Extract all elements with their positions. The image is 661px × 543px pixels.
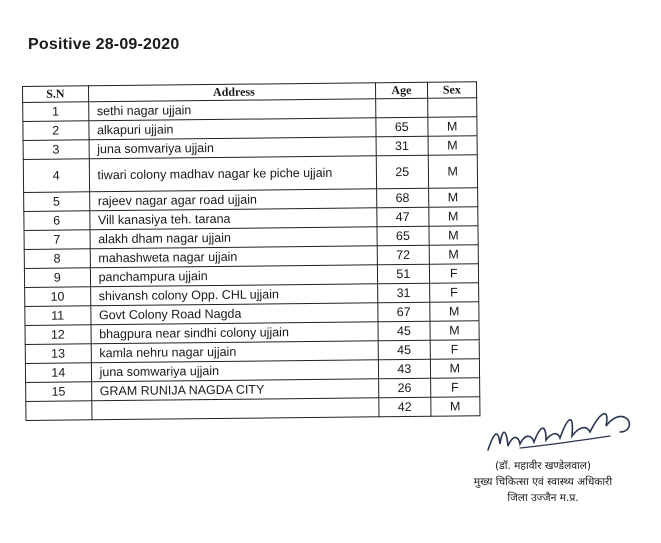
row-sn: 5: [24, 192, 90, 212]
row-address: alkapuri ujjain: [88, 118, 376, 140]
row-sn: 15: [26, 382, 92, 402]
row-sn: 13: [25, 344, 91, 364]
row-sex: M: [430, 321, 480, 341]
patient-table: [22, 81, 480, 421]
row-address: juna somwariya ujjain: [91, 360, 379, 382]
row-address: GRAM RUNIJA NAGDA CITY: [91, 379, 379, 401]
header-address: Address: [88, 83, 376, 102]
row-address: [89, 156, 377, 192]
row-sn: 7: [24, 230, 90, 250]
row-sex: F: [429, 264, 479, 284]
row-address: kamla nehru nagar ujjain: [91, 341, 379, 363]
row-sn: 9: [24, 268, 90, 288]
row-age: 43: [378, 359, 430, 379]
row-address: shivansh colony Opp. CHL ujjain: [90, 284, 378, 306]
row-sn: 11: [25, 306, 91, 326]
row-sn: [26, 401, 92, 421]
row-age: 42: [379, 397, 431, 417]
table-row: [23, 155, 477, 193]
row-sex: M: [429, 245, 479, 265]
row-age: 26: [379, 378, 431, 398]
header-sex: Sex: [427, 82, 477, 99]
row-sn: 6: [24, 211, 90, 231]
row-sex: [427, 98, 477, 118]
row-sex: M: [428, 188, 478, 208]
row-age: 67: [378, 302, 430, 322]
row-sex: M: [428, 207, 478, 227]
row-age: 65: [377, 226, 429, 246]
row-age: 25: [376, 155, 428, 189]
row-sn: 1: [23, 102, 89, 122]
handwritten-signature: [460, 392, 650, 467]
row-age: 51: [377, 264, 429, 284]
row-age: 68: [377, 188, 429, 208]
row-sex: M: [429, 226, 479, 246]
row-sex: F: [430, 340, 480, 360]
row-age: 72: [377, 245, 429, 265]
row-sex: M: [427, 117, 477, 137]
header-age: Age: [376, 82, 428, 99]
row-address: panchampura ujjain: [90, 265, 378, 287]
row-sex: M: [429, 302, 479, 322]
signatory-name: (डॉ. महावीर खण्डेलवाल): [495, 460, 591, 472]
row-address: Govt Colony Road Nagda: [90, 303, 378, 325]
row-age: 45: [378, 340, 430, 360]
row-sn: 12: [25, 325, 91, 345]
header-sn: S.N: [23, 86, 89, 103]
row-address: Vill kanasiya teh. tarana: [89, 208, 377, 230]
row-address: alakh dham nagar ujjain: [90, 227, 378, 249]
row-sex: M: [430, 397, 480, 417]
row-age: [376, 98, 428, 118]
row-sex: F: [429, 283, 479, 303]
row-address-text: tiwari colony madhav nagar ke piche ujjain: [97, 165, 333, 183]
page-title: Positive 28-09-2020: [28, 36, 180, 53]
row-sex: M: [430, 359, 480, 379]
row-sn: 2: [23, 121, 89, 141]
patient-list-sheet: [22, 81, 480, 421]
row-address: sethi nagar ujjain: [88, 99, 376, 121]
row-sn: 3: [23, 140, 89, 160]
row-sn: 4: [23, 159, 89, 193]
row-address: mahashweta nagar ujjain: [90, 246, 378, 268]
row-address: [91, 398, 379, 420]
row-sex: M: [428, 136, 478, 156]
row-age: 31: [376, 136, 428, 156]
row-age: 65: [376, 117, 428, 137]
row-sex: M: [428, 155, 478, 189]
row-sex: F: [430, 378, 480, 398]
row-address: rajeev nagar agar road ujjain: [89, 189, 377, 211]
row-sn: 14: [25, 363, 91, 383]
row-age: 47: [377, 207, 429, 227]
row-sn: 8: [24, 249, 90, 269]
signature-block: [443, 458, 643, 506]
signatory-location: जिला उज्जैन म.प्र.: [507, 492, 579, 504]
row-age: 45: [378, 321, 430, 341]
row-age: 31: [378, 283, 430, 303]
row-address: juna somvariya ujjain: [89, 137, 377, 159]
row-sn: 10: [25, 287, 91, 307]
table-row: [26, 397, 480, 421]
row-address: bhagpura near sindhi colony ujjain: [91, 322, 379, 344]
signatory-designation: मुख्य चिकित्सा एवं स्वास्थ्य अधिकारी: [473, 476, 613, 488]
